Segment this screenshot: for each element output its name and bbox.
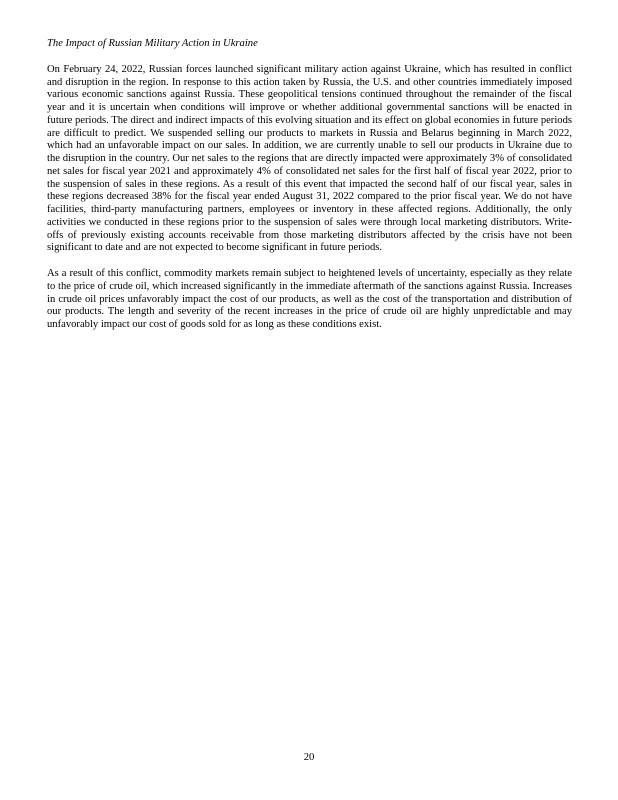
section-heading: The Impact of Russian Military Action in Ukraine (47, 38, 258, 49)
page-number: 20 (303, 752, 315, 763)
paragraph: On February 24, 2022, Russian forces launched significant military action against Ukraine, which has resulted in conflict and disruption in the region. In response to this action taken by Russia, the U.S. and other countries immediately imposed various economic sanctions against Russia. These geopolitical tensions continued throughout the remainder of the fiscal year and it is uncertain when conditions will improve or whether additional governmental sanctions will be enacted in future periods. The direct and indirect impacts of this evolving situation and its effect on global economies in future periods are difficult to predict. We suspended selling our products to markets in Russia and Belarus beginning in March 2022, which had an unfavorable impact on our sales. In addition, we are currently unable to sell our products in Ukraine due to the disruption in the country. Our net sales to the regions that are directly impacted were approximately 3% of consolidated net sales for fiscal year 2021 and approximately 4% of consolidated net sales for the first half of fiscal year 2022, prior to the suspension of sales in these regions. As a result of this event that impacted the second half of our fiscal year, sales in these regions decreased 38% for the fiscal year ended August 31, 2022 compared to the prior fiscal year. We do not have facilities, third-party manufacturing partners, employees or inventory in these affected regions. Additionally, the only activities we conducted in these regions prior to the suspension of sales were through local marketing distributors. Write-offs of previously existing accounts receivable from those marketing distributors affected by the crisis have not been significant to date and are not expected to become significant in future periods. (47, 63, 572, 254)
document-body (47, 38, 572, 345)
paragraph: As a result of this conflict, commodity markets remain subject to heightened levels of uncertainty, especially as they relate to the price of crude oil, which increased significantly in the immediate aftermath of the sanctions against Russia. Increases in crude oil prices unfavorably impact the cost of our products, as well as the cost of the transportation and distribution of our products. The length and severity of the recent increases in the price of crude oil are highly unpredictable and may unfavorably impact our cost of goods sold for as long as these conditions exist. (47, 268, 572, 331)
